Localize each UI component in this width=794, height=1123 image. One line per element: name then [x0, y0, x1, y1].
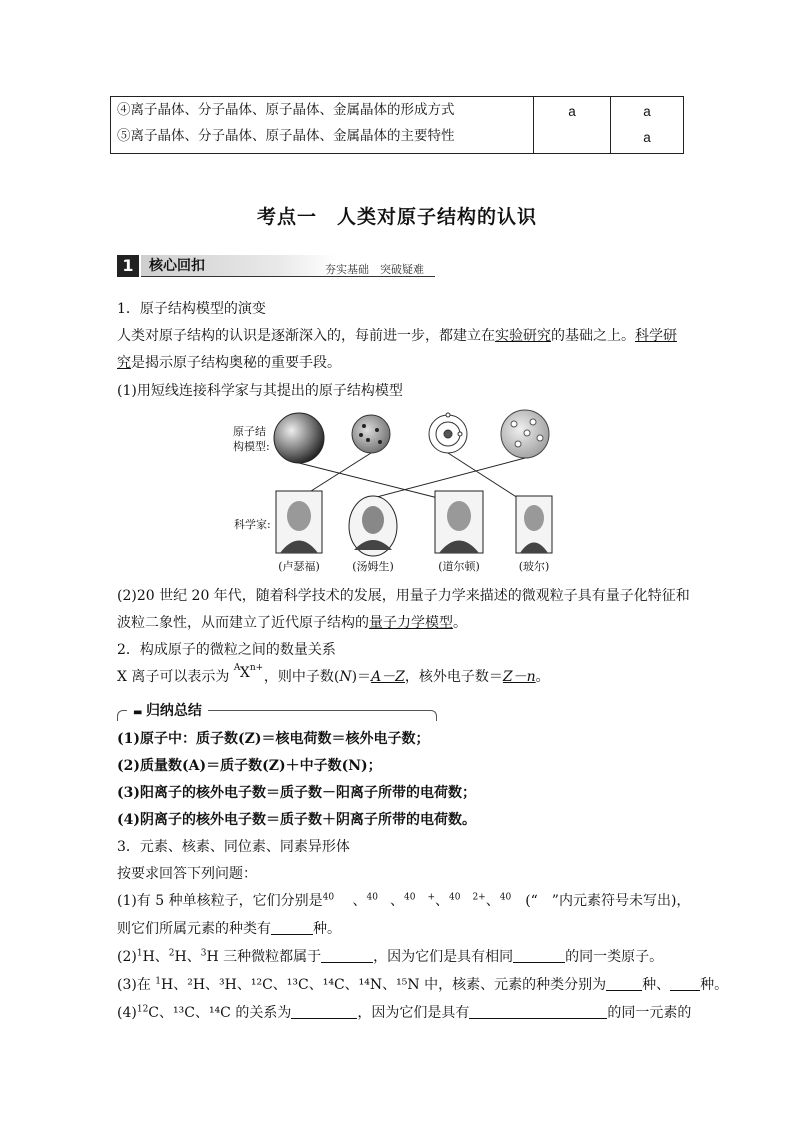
atom-model-figure	[228, 404, 574, 572]
paragraph-line: 人类对原子结构的认识是逐渐深入的，每前进一步，都建立在实验研究的基础之上。科学研	[117, 328, 677, 344]
section-banner	[117, 255, 435, 277]
answer-blank[interactable]	[606, 976, 642, 991]
table-row	[111, 97, 534, 154]
section-title: 考点一 人类对原子结构的认识	[256, 206, 537, 228]
answer-blank[interactable]	[513, 948, 565, 963]
summary-line: (1)原子中：质子数(Z)＝核电荷数＝核外电子数；	[117, 731, 430, 747]
banner-number-box: 1	[117, 255, 139, 277]
plum-pudding-model	[352, 415, 390, 453]
ion-relation-line: X 离子可以表示为 A X n+ ，则中子数(N)＝A－Z，核外电子数＝Z－n。	[117, 663, 550, 685]
caption-bohr: (玻尔)	[518, 560, 550, 573]
table-cell-level	[611, 97, 684, 154]
heading-1: 1．原子结构模型的演变	[117, 301, 266, 317]
question-2-line: (2)20 世纪 20 年代，随着科学技术的发展，用量子力学来描述的微观粒子具有量子化特征和	[117, 588, 690, 604]
summary-line: (4)阴离子的核外电子数＝质子数＋阴离子所带的电荷数。	[117, 812, 476, 828]
heading-2: 2．构成原子的微粒之间的数量关系	[117, 642, 336, 658]
caption-dalton: (道尔顿)	[438, 560, 480, 573]
topic-table	[110, 96, 684, 154]
question-3-1: (1)有 5 种单核粒子，它们分别是$^{40}$ 、$^{40}$ 、$^{40}$ +、$^{40}$ $^{2+}$、$^{40}$ (“ ”内元素符号未写出)，	[117, 892, 691, 909]
label-models: 原子结 构模型:	[233, 425, 270, 453]
portrait-dalton	[435, 491, 483, 553]
answer-blank[interactable]	[271, 920, 313, 935]
table-cell-text: ⑤离子晶体、分子晶体、原子晶体、金属晶体的主要特性	[117, 128, 455, 144]
question-3-2: $(2)^1H$、$^2$H、$^3$H 三种微粒都属于 ，因为它们是具有相同 的同一类原子。	[117, 948, 664, 965]
answer-blank[interactable]	[321, 948, 373, 963]
question-1: (1)用短线连接科学家与其提出的原子结构模型	[117, 383, 403, 399]
answer-blank[interactable]	[670, 976, 700, 991]
table-cell-value: a	[568, 104, 576, 119]
banner-subtitle: 夯实基础 突破疑难	[325, 263, 424, 276]
heading-3: 3．元素、核素、同位素、同素异形体	[117, 839, 350, 855]
summary-title: ▬ 归纳总结	[127, 700, 208, 720]
answer-blank[interactable]	[291, 1004, 357, 1019]
question-3-1b: 则它们所属元素的种类有 种。	[117, 921, 341, 937]
table-cell-level	[534, 97, 611, 154]
figure-svg	[228, 404, 574, 572]
banner-title: 核心回扣	[149, 258, 205, 274]
caption-thomson: (汤姆生)	[352, 560, 394, 573]
nuclear-model	[501, 410, 549, 458]
paragraph-line: 究是揭示原子结构奥秘的重要手段。	[117, 355, 341, 371]
answer-blank[interactable]	[469, 1004, 607, 1019]
label-scientists: 科学家:	[234, 518, 271, 531]
summary-line: (3)阳离子的核外电子数＝质子数－阳离子所带的电荷数；	[117, 785, 476, 801]
portrait-bohr	[516, 496, 552, 553]
summary-line: (2)质量数(A)＝质子数(Z)＋中子数(N)；	[117, 758, 382, 774]
question-2-line: 波粒二象性，从而建立了近代原子结构的量子力学模型。	[117, 615, 467, 631]
portrait-thomson	[349, 496, 397, 556]
instruction: 按要求回答下列问题：	[117, 866, 257, 882]
bohr-orbit-model	[429, 413, 467, 453]
connecting-lines	[299, 453, 525, 498]
solid-sphere-model	[274, 413, 324, 463]
question-3-3: (3)在 $^1$H、²H、³H、¹²C、¹³C、¹⁴C、¹⁴N、¹⁵N 中，核素、元素的种类分别为 种、 种。	[117, 976, 729, 993]
table-cell-value: a	[643, 104, 651, 119]
caption-rutherford: (卢瑟福)	[278, 560, 320, 573]
table-cell-value: a	[643, 130, 651, 145]
portrait-rutherford	[276, 491, 322, 553]
table-cell-text: ④离子晶体、分子晶体、原子晶体、金属晶体的形成方式	[117, 102, 455, 118]
question-3-4: $(4)^{12}C$、¹³C、¹⁴C 的关系为 ，因为它们是具有 的同一元素的	[117, 1004, 692, 1021]
